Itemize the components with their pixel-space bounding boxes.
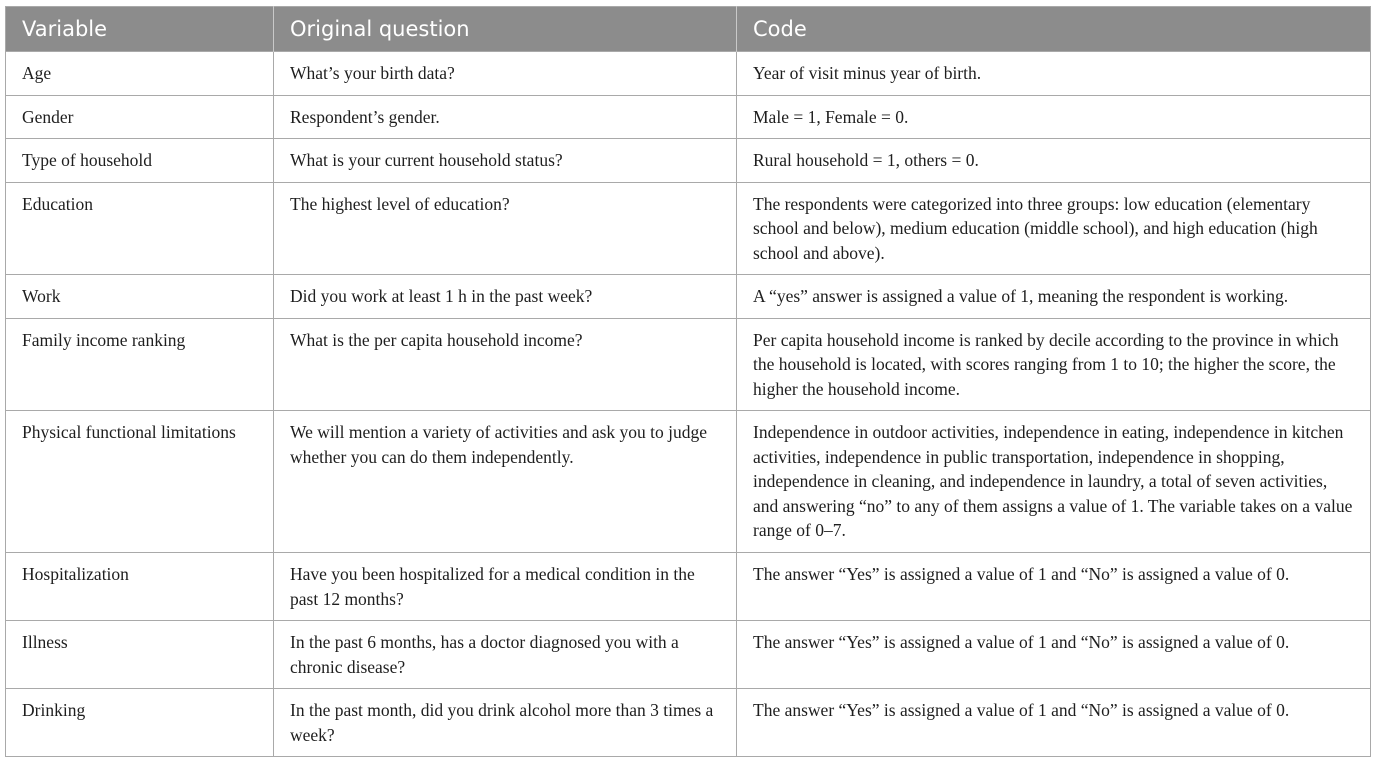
table-row bbox=[6, 275, 1371, 319]
table-header bbox=[6, 7, 1371, 52]
cell-code: Independence in outdoor activities, independence in eating, independence in kitchen activities, independence in public transportation, independence in shopping, independence in cleaning, and independence in laundry, a total of seven activities, and answering “no” to any of them assigns a value of 1. The variable takes on a value range of 0–7. bbox=[737, 411, 1371, 553]
cell-variable: Drinking bbox=[6, 689, 274, 757]
cell-question: What is the per capita household income? bbox=[274, 318, 737, 411]
cell-question: We will mention a variety of activities and ask you to judge whether you can do them independently. bbox=[274, 411, 737, 553]
cell-variable: Hospitalization bbox=[6, 553, 274, 621]
cell-code: The respondents were categorized into three groups: low education (elementary school and below), medium education (middle school), and high education (high school and above). bbox=[737, 182, 1371, 275]
table-row bbox=[6, 621, 1371, 689]
cell-code: The answer “Yes” is assigned a value of 1 and “No” is assigned a value of 0. bbox=[737, 689, 1371, 757]
cell-question: Respondent’s gender. bbox=[274, 95, 737, 139]
cell-question: In the past month, did you drink alcohol more than 3 times a week? bbox=[274, 689, 737, 757]
cell-code: The answer “Yes” is assigned a value of 1 and “No” is assigned a value of 0. bbox=[737, 621, 1371, 689]
cell-code: Per capita household income is ranked by decile according to the province in which the household is located, with scores ranging from 1 to 10; the higher the score, the higher the household income. bbox=[737, 318, 1371, 411]
cell-question: The highest level of education? bbox=[274, 182, 737, 275]
cell-question: What is your current household status? bbox=[274, 139, 737, 183]
variables-table-container bbox=[5, 6, 1370, 757]
cell-question: Did you work at least 1 h in the past week? bbox=[274, 275, 737, 319]
table-body bbox=[6, 52, 1371, 757]
table-row bbox=[6, 95, 1371, 139]
cell-code: The answer “Yes” is assigned a value of 1 and “No” is assigned a value of 0. bbox=[737, 553, 1371, 621]
table-row bbox=[6, 318, 1371, 411]
table-row bbox=[6, 139, 1371, 183]
cell-code: Male = 1, Female = 0. bbox=[737, 95, 1371, 139]
cell-question: In the past 6 months, has a doctor diagnosed you with a chronic disease? bbox=[274, 621, 737, 689]
table-row bbox=[6, 52, 1371, 96]
cell-variable: Education bbox=[6, 182, 274, 275]
cell-variable: Physical functional limitations bbox=[6, 411, 274, 553]
cell-variable: Gender bbox=[6, 95, 274, 139]
header-variable: Variable bbox=[6, 7, 274, 52]
table-row bbox=[6, 689, 1371, 757]
table-row bbox=[6, 553, 1371, 621]
cell-variable: Type of household bbox=[6, 139, 274, 183]
table-row bbox=[6, 182, 1371, 275]
header-code: Code bbox=[737, 7, 1371, 52]
header-original-question: Original question bbox=[274, 7, 737, 52]
header-row bbox=[6, 7, 1371, 52]
cell-variable: Illness bbox=[6, 621, 274, 689]
cell-question: Have you been hospitalized for a medical condition in the past 12 months? bbox=[274, 553, 737, 621]
variables-table bbox=[5, 6, 1371, 757]
cell-variable: Family income ranking bbox=[6, 318, 274, 411]
cell-variable: Work bbox=[6, 275, 274, 319]
cell-question: What’s your birth data? bbox=[274, 52, 737, 96]
cell-code: A “yes” answer is assigned a value of 1, meaning the respondent is working. bbox=[737, 275, 1371, 319]
cell-variable: Age bbox=[6, 52, 274, 96]
cell-code: Rural household = 1, others = 0. bbox=[737, 139, 1371, 183]
table-row bbox=[6, 411, 1371, 553]
cell-code: Year of visit minus year of birth. bbox=[737, 52, 1371, 96]
